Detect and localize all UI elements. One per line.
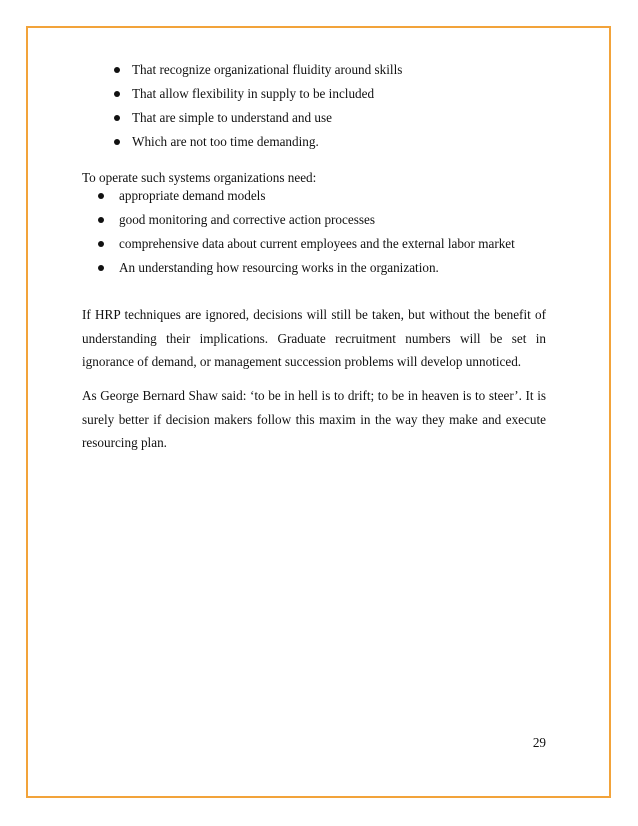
list-item: appropriate demand models [98, 186, 515, 210]
bullet-icon [98, 241, 104, 247]
bullet-icon [114, 115, 120, 121]
criteria-list [114, 60, 402, 156]
list-item: An understanding how resourcing works in the organization. [98, 258, 515, 282]
list-item: good monitoring and corrective action processes [98, 210, 515, 234]
bullet-icon [114, 91, 120, 97]
paragraph-hrp: If HRP techniques are ignored, decisions will still be taken, but without the benefit of understanding their implications. Graduate recruitment numbers will be set in ignorance of demand, or management succession problems will develop unnoticed. [82, 307, 546, 369]
list-item: That recognize organizational fluidity around skills [114, 60, 402, 84]
paragraph-shaw-quote: As George Bernard Shaw said: ‘to be in hell is to drift; to be in heaven is to steer’. It is surely better if decision makers follow this maxim in the way they make and execute resourcing plan. [82, 388, 546, 450]
bullet-icon [98, 217, 104, 223]
list-item: Which are not too time demanding. [114, 132, 402, 156]
needs-list [98, 186, 515, 282]
bullet-icon [114, 67, 120, 73]
list-item: That are simple to understand and use [114, 108, 402, 132]
bullet-icon [98, 265, 104, 271]
list-item: comprehensive data about current employees and the external labor market [98, 234, 515, 258]
page-number: 29 [532, 735, 546, 750]
bullet-icon [98, 193, 104, 199]
list-item: That allow flexibility in supply to be included [114, 84, 402, 108]
bullet-icon [114, 139, 120, 145]
intro-text: To operate such systems organizations need: [82, 170, 317, 185]
